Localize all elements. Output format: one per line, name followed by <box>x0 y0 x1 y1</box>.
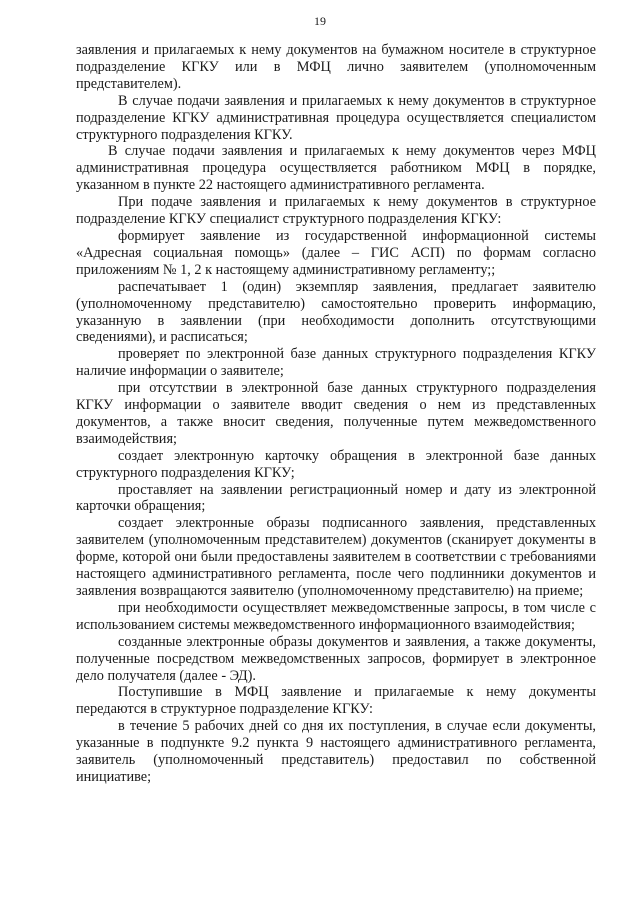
paragraph-electronic-file: созданные электронные образы документов и заявления, а также документы, полученные посредством межведомственных запросов, формирует в электронное дело получателя (далее - ЭД). <box>76 633 596 684</box>
paragraph-five-days: в течение 5 рабочих дней со дня их поступления, в случае если документы, указанные в подпункте 9.2 пункта 9 настоящего административного регламента, заявитель (уполномоченный представитель) предоставил по собственной инициативе; <box>76 718 596 785</box>
paragraph-interagency-requests: при необходимости осуществляет межведомственные запросы, в том числе с использованием системы межведомственного информационного взаимодействия; <box>76 599 596 633</box>
document-body <box>76 42 596 786</box>
page-number: 19 <box>314 14 326 28</box>
paragraph-specialist-actions: При подаче заявления и прилагаемых к нему документов в структурное подразделение КГКУ специалист структурного подразделения КГКУ: <box>76 194 596 228</box>
paragraph-creates-card: создает электронную карточку обращения в электронной базе данных структурного подразделения КГКУ; <box>76 447 596 481</box>
paragraph-registration-number: проставляет на заявлении регистрационный номер и дату из электронной карточки обращения; <box>76 481 596 515</box>
paragraph-prints-application: распечатывает 1 (один) экземпляр заявления, предлагает заявителю (уполномоченному представителю) самостоятельно проверить информацию, указанную в заявлении (при необходимости дополнить отсутствующими сведениями), и расписаться; <box>76 278 596 346</box>
paragraph-electronic-images: создает электронные образы подписанного заявления, представленных заявителем (уполномоченным представителем) документов (сканирует документы в форме, которой они были предоставлены заявителем в соответствии с требованиями настоящего административного регламента, после чего подлинники документов и заявления возвращаются заявителю (уполномоченному представителю) на приеме; <box>76 515 596 599</box>
paragraph-kgku-submission: В случае подачи заявления и прилагаемых к нему документов в структурное подразделение КГКУ административная процедура осуществляется специалистом структурного подразделения КГКУ. <box>76 92 596 143</box>
paragraph-enters-information: при отсутствии в электронной базе данных структурного подразделения КГКУ информации о заявителе вводит сведения о нем из представленных документов, а также вносит сведения, полученные путем межведомственного взаимодействия; <box>76 380 596 447</box>
paragraph-intro-continuation: заявления и прилагаемых к нему документов на бумажном носителе в структурное подразделение КГКУ или в МФЦ лично заявителем (уполномоченным представителем). <box>76 42 596 92</box>
paragraph-forms-application: формирует заявление из государственной информационной системы «Адресная социальная помощь» (далее – ГИС АСП) по формам согласно приложениям № 1, 2 к настоящему административному регламенту;; <box>76 227 596 278</box>
paragraph-mfc-submission: В случае подачи заявления и прилагаемых к нему документов через МФЦ административная процедура осуществляется работником МФЦ в порядке, указанном в пункте 22 настоящего административного регламента. <box>76 143 596 194</box>
paragraph-mfc-transfer: Поступившие в МФЦ заявление и прилагаемые к нему документы передаются в структурное подразделение КГКУ: <box>76 684 596 718</box>
paragraph-checks-database: проверяет по электронной базе данных структурного подразделения КГКУ наличие информации о заявителе; <box>76 346 596 380</box>
